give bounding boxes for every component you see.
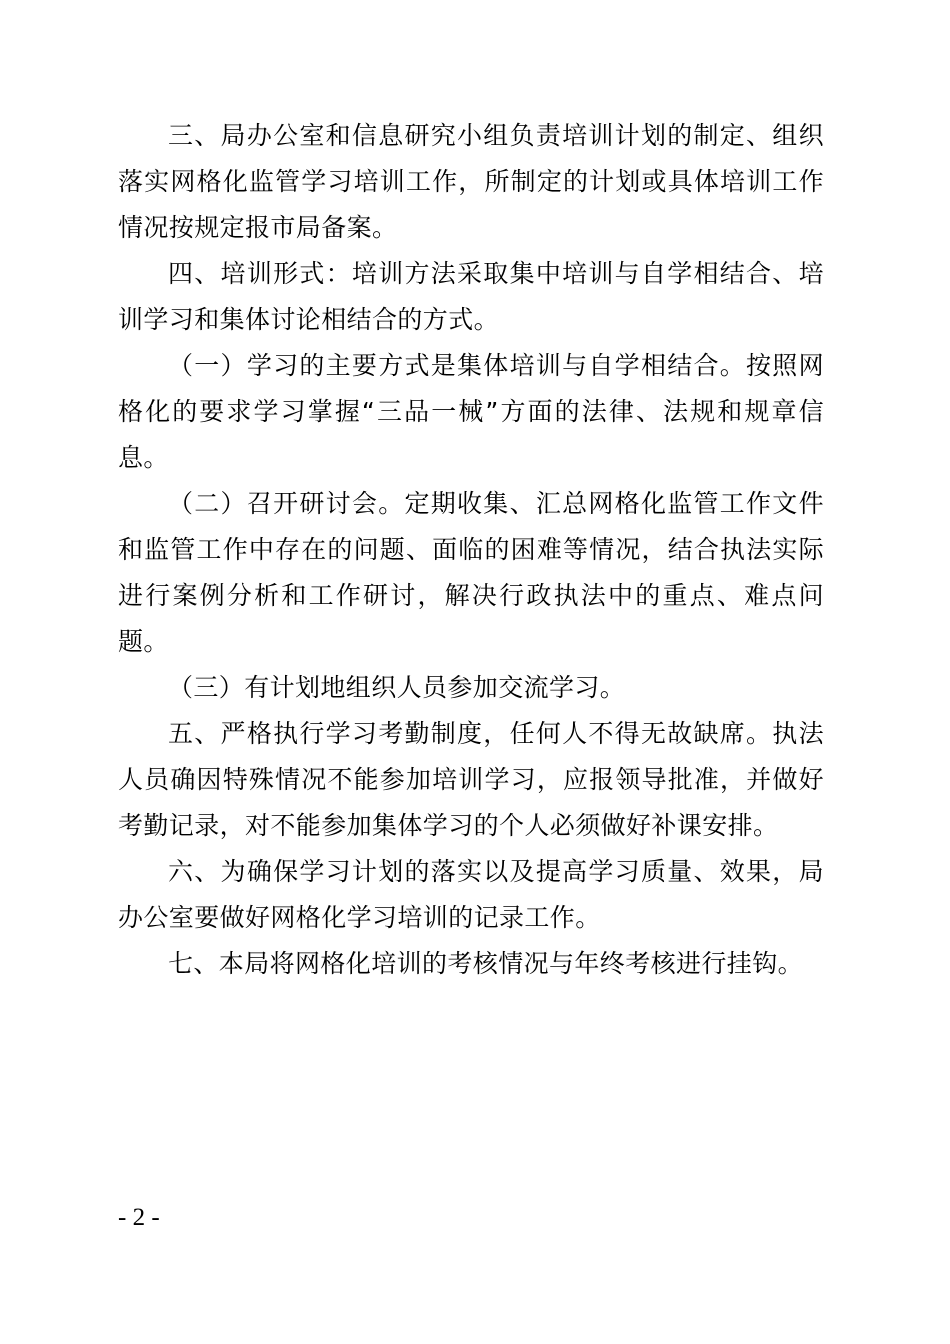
- paragraph-4-2: （二）召开研讨会。定期收集、汇总网格化监管工作文件和监管工作中存在的问题、面临的困难等情况，结合执法实际进行案例分析和工作研讨，解决行政执法中的重点、难点问题。: [118, 489, 824, 656]
- paragraph-4: 四、培训形式：培训方法采取集中培训与自学相结合、培训学习和集体讨论相结合的方式。: [118, 259, 824, 334]
- paragraph-5: 五、严格执行学习考勤制度，任何人不得无故缺席。执法人员确因特殊情况不能参加培训学习，应报领导批准，并做好考勤记录，对不能参加集体学习的个人必须做好补课安排。: [118, 719, 824, 840]
- paragraph-4-1: （一）学习的主要方式是集体培训与自学相结合。按照网格化的要求学习掌握“三品一械”方面的法律、法规和规章信息。: [118, 351, 824, 472]
- page-number: - 2 -: [118, 1204, 160, 1231]
- paragraph-6: 六、为确保学习计划的落实以及提高学习质量、效果，局办公室要做好网格化学习培训的记录工作。: [118, 857, 824, 932]
- paragraph-3: 三、局办公室和信息研究小组负责培训计划的制定、组织落实网格化监管学习培训工作，所制定的计划或具体培训工作情况按规定报市局备案。: [118, 121, 824, 242]
- paragraph-7: 七、本局将网格化培训的考核情况与年终考核进行挂钩。: [168, 949, 804, 978]
- paragraph-4-3: （三）有计划地组织人员参加交流学习。: [168, 673, 626, 702]
- document-body: [118, 113, 824, 987]
